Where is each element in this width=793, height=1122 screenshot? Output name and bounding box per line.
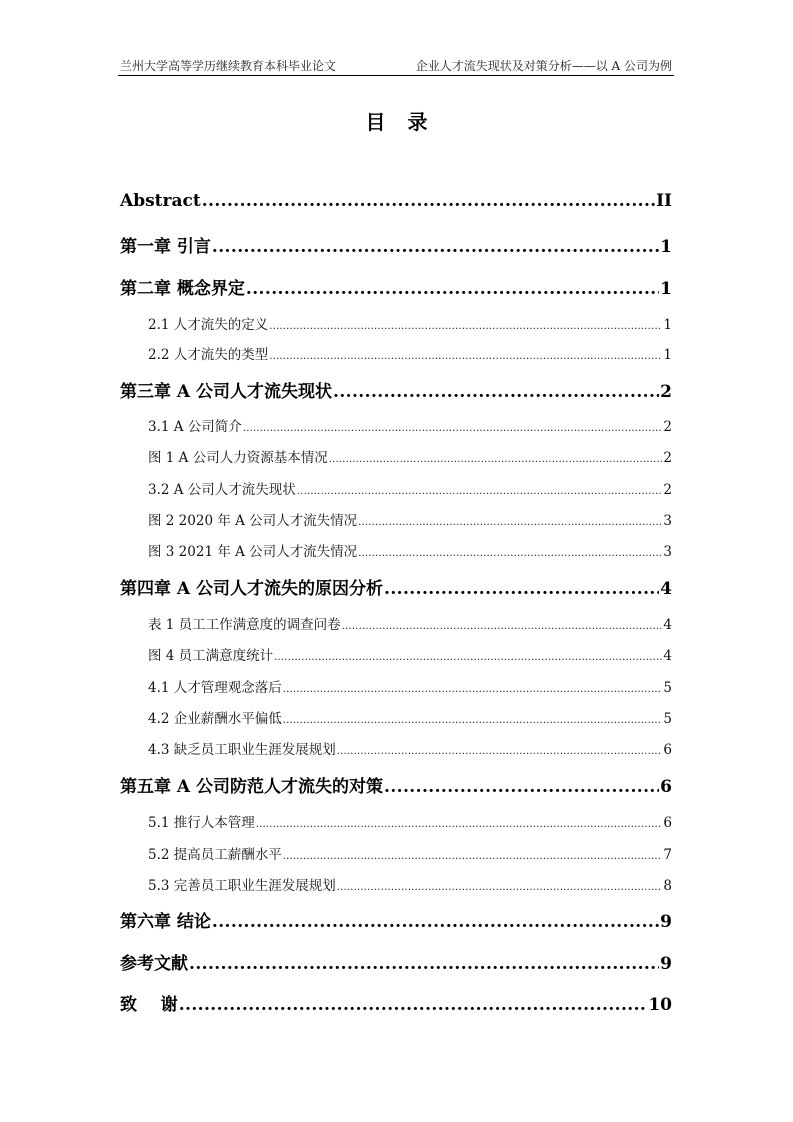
dot-leader [269,321,662,332]
dot-leader [189,954,659,974]
toc-entry-page: 5 [663,711,672,727]
toc-entry-label: 5.1 推行人本管理 [148,815,255,831]
toc-entry-label: 图 3 2021 年 A 公司人才流失情况 [148,544,358,560]
toc-entry-label: 图 1 A 公司人力资源基本情况 [148,450,328,466]
toc-entry-page: 9 [660,912,672,932]
toc-entry-label: 第二章 概念界定 [120,279,245,299]
toc-entry-figure-4[interactable] [148,644,672,664]
dot-leader [212,912,659,932]
dot-leader [202,191,655,211]
toc-entry-section-5-3[interactable] [148,874,672,894]
toc-entry-page: 7 [663,847,672,863]
toc-entry-page: 2 [663,450,672,466]
toc-entry-section-3-2[interactable] [148,478,672,498]
toc-entry-acknowledgements[interactable] [120,990,672,1015]
toc-entry-page: 8 [663,878,672,894]
toc-entry-section-4-3[interactable] [148,738,672,758]
toc-entry-page: 1 [663,347,672,363]
toc-entry-page: 1 [660,279,672,299]
dot-leader [358,517,662,528]
dot-leader [297,486,663,497]
toc-entry-page: 1 [663,317,672,333]
toc-entry-label: 第三章 A 公司人才流失现状 [120,382,333,402]
toc-entry-label: 第四章 A 公司人才流失的原因分析 [120,579,384,599]
toc-entry-chapter-5[interactable] [120,772,672,797]
toc-entry-page: 5 [663,680,672,696]
toc-entry-page: 3 [663,513,672,529]
dot-leader [337,746,663,757]
dot-leader [384,579,659,599]
dot-leader [212,237,659,257]
toc-entry-figure-2[interactable] [148,509,672,529]
dot-leader [283,684,663,695]
toc-entry-section-2-2[interactable] [148,343,672,363]
toc-entry-page: 4 [660,579,672,599]
toc-entry-page: 10 [648,995,672,1015]
toc-entry-label: 4.1 人才管理观念落后 [148,680,282,696]
toc-entry-chapter-6[interactable] [120,907,672,932]
toc-entry-chapter-3[interactable] [120,377,672,402]
toc-entry-label: 第一章 引言 [120,237,211,257]
toc-entry-section-3-1[interactable] [148,415,672,435]
toc-entry-page: 4 [663,617,672,633]
toc-entry-page: 6 [663,742,672,758]
dot-leader [256,819,663,830]
toc-entry-references[interactable] [120,949,672,974]
dot-leader [246,279,659,299]
header-thesis-title: 企业人才流失现状及对策分析——以 A 公司为例 [415,59,672,73]
toc-entry-table-1[interactable] [148,613,672,633]
toc-entry-section-4-2[interactable] [148,707,672,727]
toc-entry-figure-1[interactable] [148,446,672,466]
toc-entry-label: 2.2 人才流失的类型 [148,347,269,363]
toc-entry-chapter-4[interactable] [120,574,672,599]
toc-entry-label: 2.1 人才流失的定义 [148,317,269,333]
dot-leader [274,652,662,663]
dot-leader [269,351,662,362]
dot-leader [179,995,648,1015]
toc-entry-page: 4 [663,648,672,664]
page-title: 目录 [365,110,450,134]
toc-entry-label: 图 2 2020 年 A 公司人才流失情况 [148,513,358,529]
toc-entry-section-5-1[interactable] [148,811,672,831]
dot-leader [329,454,663,465]
dot-leader [342,621,663,632]
dot-leader [283,851,663,862]
toc-entry-chapter-2[interactable] [120,274,672,299]
toc-entry-section-4-1[interactable] [148,676,672,696]
toc-entry-label: 3.2 A 公司人才流失现状 [148,482,296,498]
toc-entry-page: 1 [660,237,672,257]
toc-entry-page: 6 [663,815,672,831]
header-thesis-type: 兰州大学高等学历继续教育本科毕业论文 [120,59,337,73]
toc-entry-label: 5.3 完善员工职业生涯发展规划 [148,878,336,894]
toc-entry-figure-3[interactable] [148,540,672,560]
toc-entry-section-5-2[interactable] [148,843,672,863]
toc-entry-chapter-1[interactable] [120,232,672,257]
toc-entry-page: 9 [660,954,672,974]
toc-entry-label: 3.1 A 公司简介 [148,419,242,435]
toc-entry-page: 2 [663,419,672,435]
toc-entry-page: II [656,191,672,211]
toc-entry-label: Abstract [120,191,201,211]
toc-entry-label: 5.2 提高员工薪酬水平 [148,847,282,863]
toc-entry-page: 2 [663,482,672,498]
dot-leader [243,423,663,434]
toc-entry-page: 3 [663,544,672,560]
toc-entry-page: 6 [660,777,672,797]
toc-entry-section-2-1[interactable] [148,313,672,333]
dot-leader [283,715,663,726]
toc-entry-label: 图 4 员工满意度统计 [148,648,274,664]
toc-entry-label: 4.3 缺乏员工职业生涯发展规划 [148,742,336,758]
toc-entry-label: 参考文献 [120,954,188,974]
dot-leader [337,882,663,893]
dot-leader [358,548,662,559]
toc-entry-label: 第六章 结论 [120,912,211,932]
toc-entry-page: 2 [660,382,672,402]
toc-entry-label: 致 谢 [120,995,178,1015]
dot-leader [384,777,659,797]
dot-leader [333,382,659,402]
toc-entry-label: 表 1 员工工作满意度的调查问卷 [148,617,341,633]
toc-entry-abstract[interactable] [120,191,672,211]
toc-entry-label: 4.2 企业薪酬水平偏低 [148,711,282,727]
header-divider [118,75,674,76]
toc-entry-label: 第五章 A 公司防范人才流失的对策 [120,777,384,797]
